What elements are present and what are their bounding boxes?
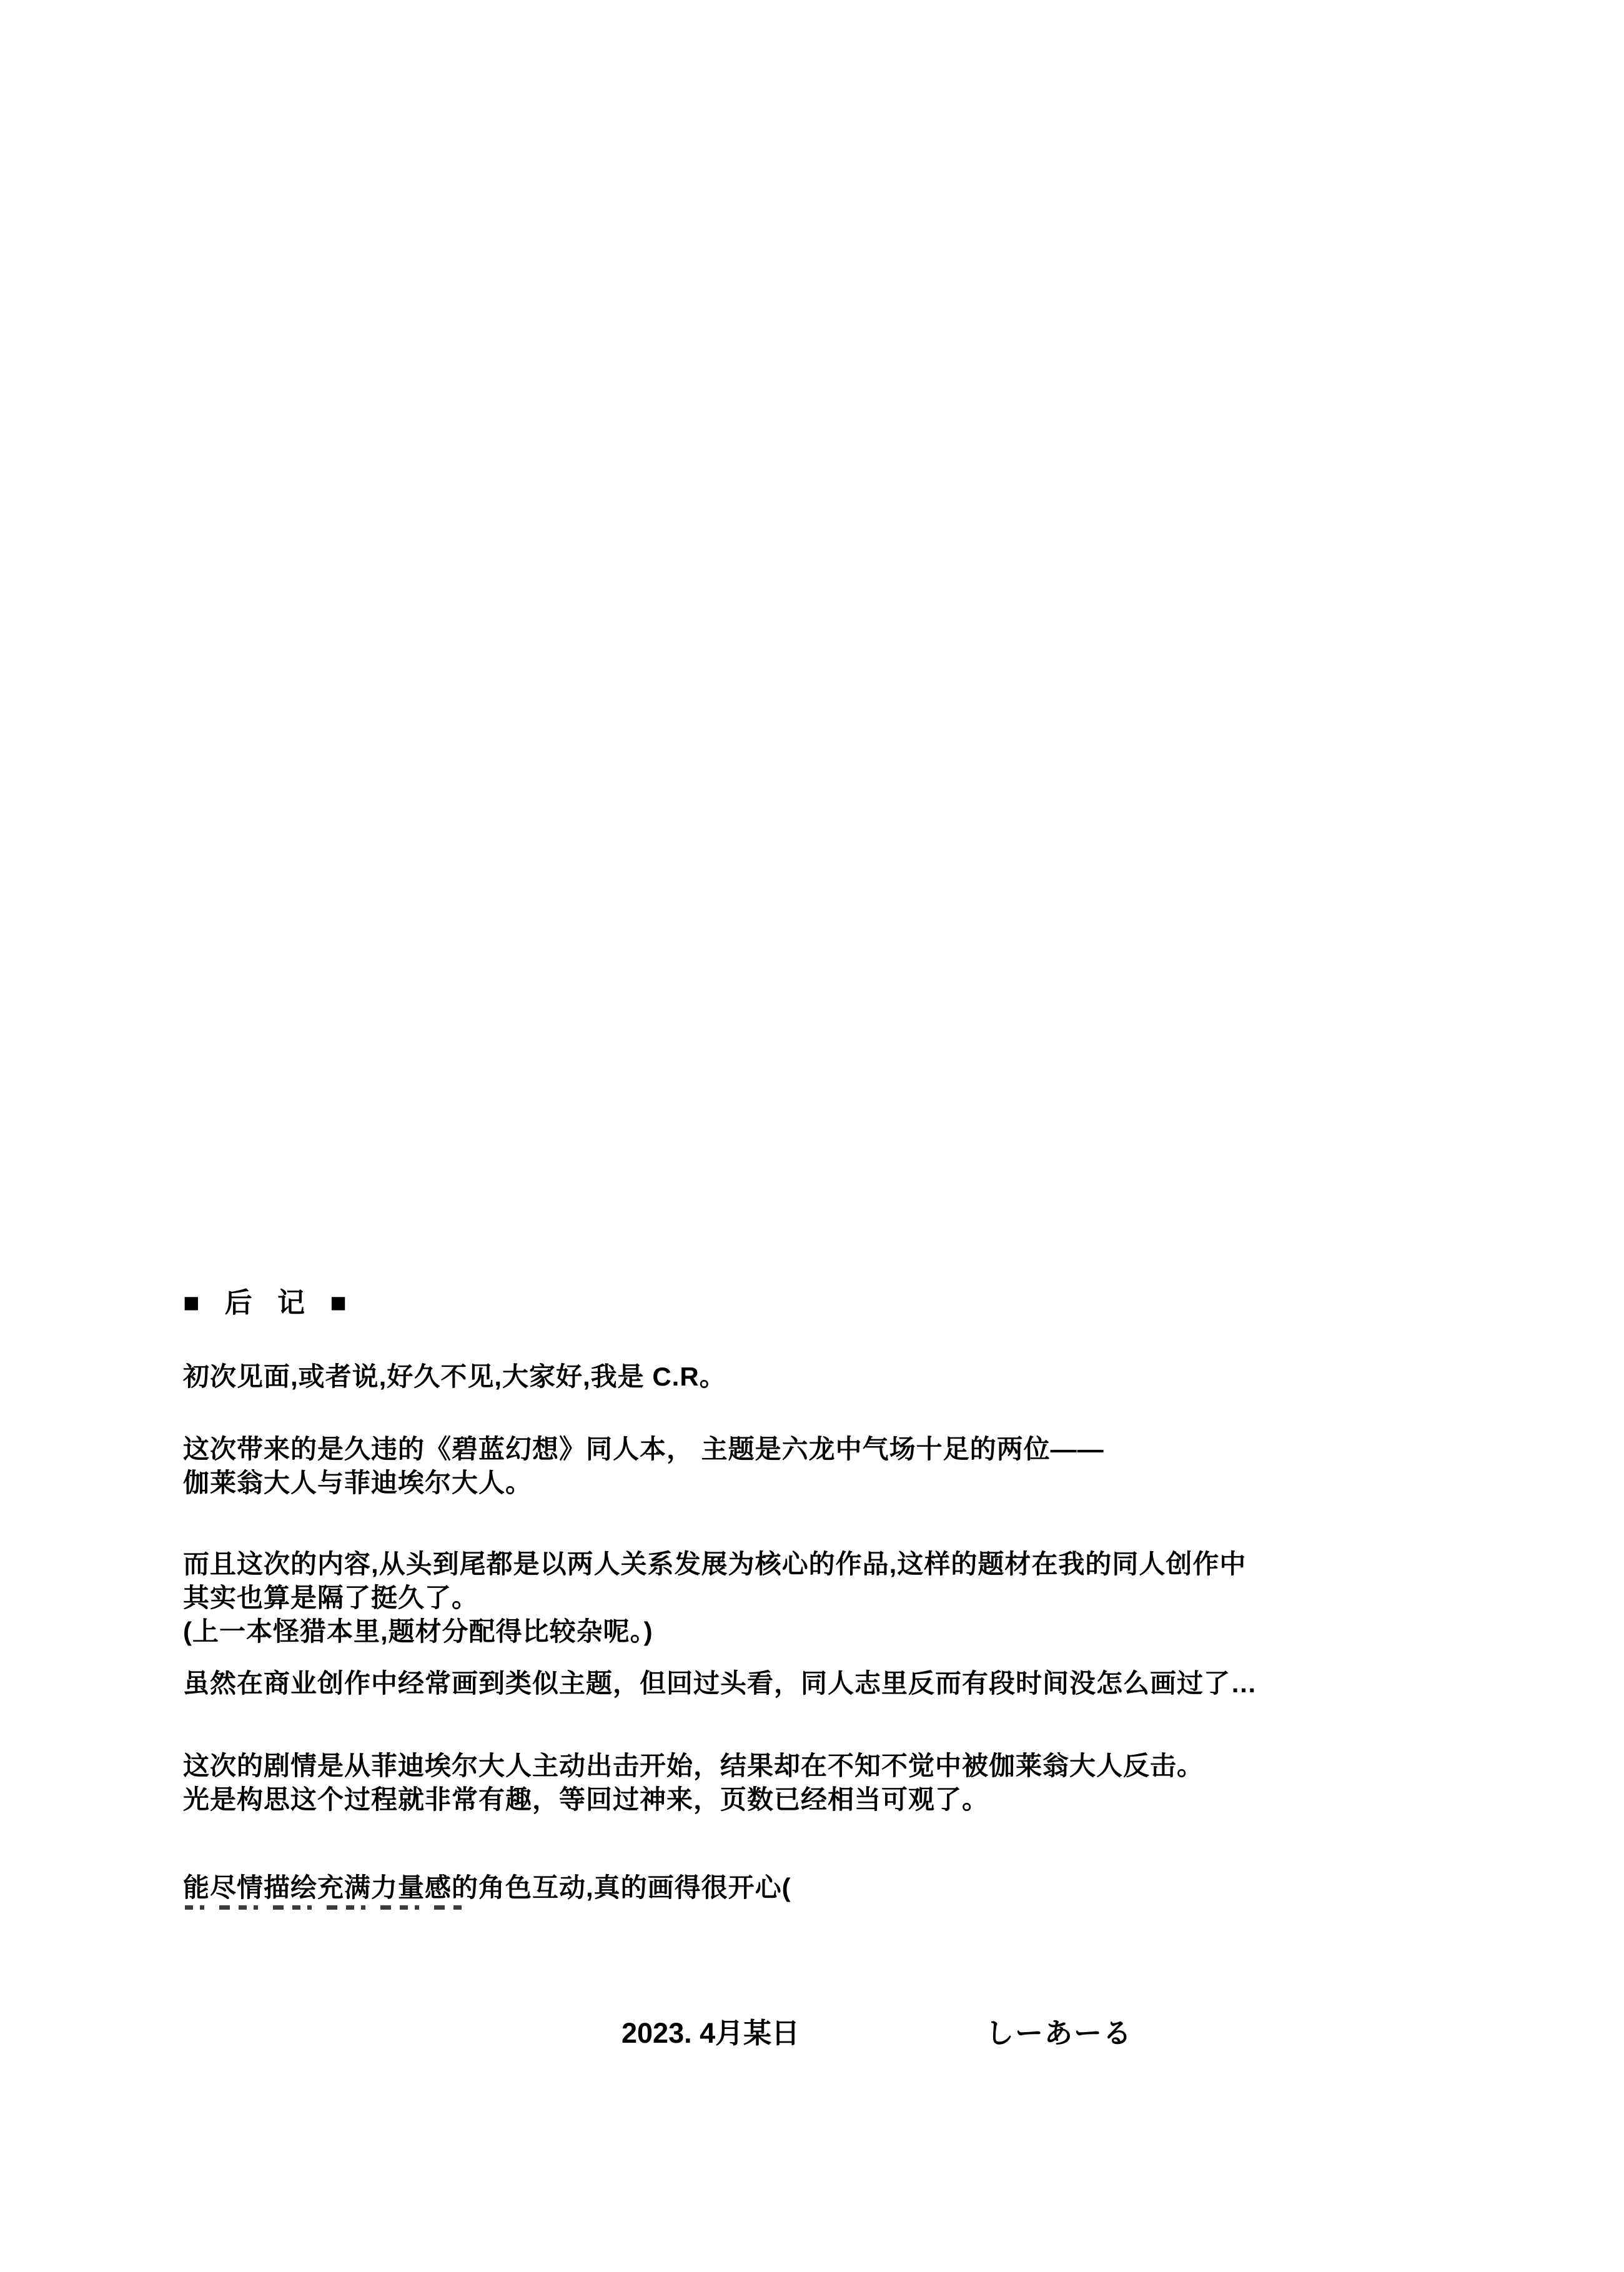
text-line: 其实也算是隔了挺久了。: [183, 1583, 479, 1612]
text-line: 虽然在商业创作中经常画到类似主题，但回过头看，同人志里反而有段时间没怎么画过了…: [183, 1669, 1258, 1698]
signature-line: [0, 2016, 1624, 2053]
text-line: 而且这次的内容,从头到尾都是以两人关系发展为核心的作品,这样的题材在我的同人创作中: [183, 1549, 1247, 1579]
paragraph-closing: [183, 1871, 1520, 1905]
paragraph-greeting: [183, 1360, 1520, 1394]
text-line: 这次带来的是久违的《碧蓝幻想》同人本， 主题是六龙中气场十足的两位——: [183, 1434, 1104, 1464]
paragraph-commercial-work: [183, 1667, 1520, 1700]
text-line: 这次的剧情是从菲迪埃尔大人主动出击开始，结果却在不知不觉中被伽莱翁大人反击。: [183, 1751, 1204, 1780]
afterword-title: ■ 后 记 ■: [183, 1287, 355, 1318]
text-line: 光是构思这个过程就非常有趣，等回过神来，页数已经相当可观了。: [183, 1785, 989, 1814]
signature-author: しーあーる: [986, 2017, 1133, 2049]
clipped-text-line: [185, 1905, 463, 1910]
paragraph-book-theme: [183, 1432, 1520, 1500]
text-line: 能尽情描绘充满力量感的角色互动,真的画得很开心(: [183, 1873, 791, 1902]
text-line: (上一本怪猎本里,题材分配得比较杂呢。): [183, 1617, 653, 1646]
text-line: 伽莱翁大人与菲迪埃尔大人。: [183, 1468, 533, 1497]
text-line: 初次见面,或者说,好久不见,大家好,我是 C.R。: [183, 1362, 726, 1391]
paragraph-story: [183, 1749, 1520, 1817]
signature-date: 2023. 4月某日: [621, 2017, 800, 2049]
paragraph-content-focus: [183, 1547, 1520, 1649]
